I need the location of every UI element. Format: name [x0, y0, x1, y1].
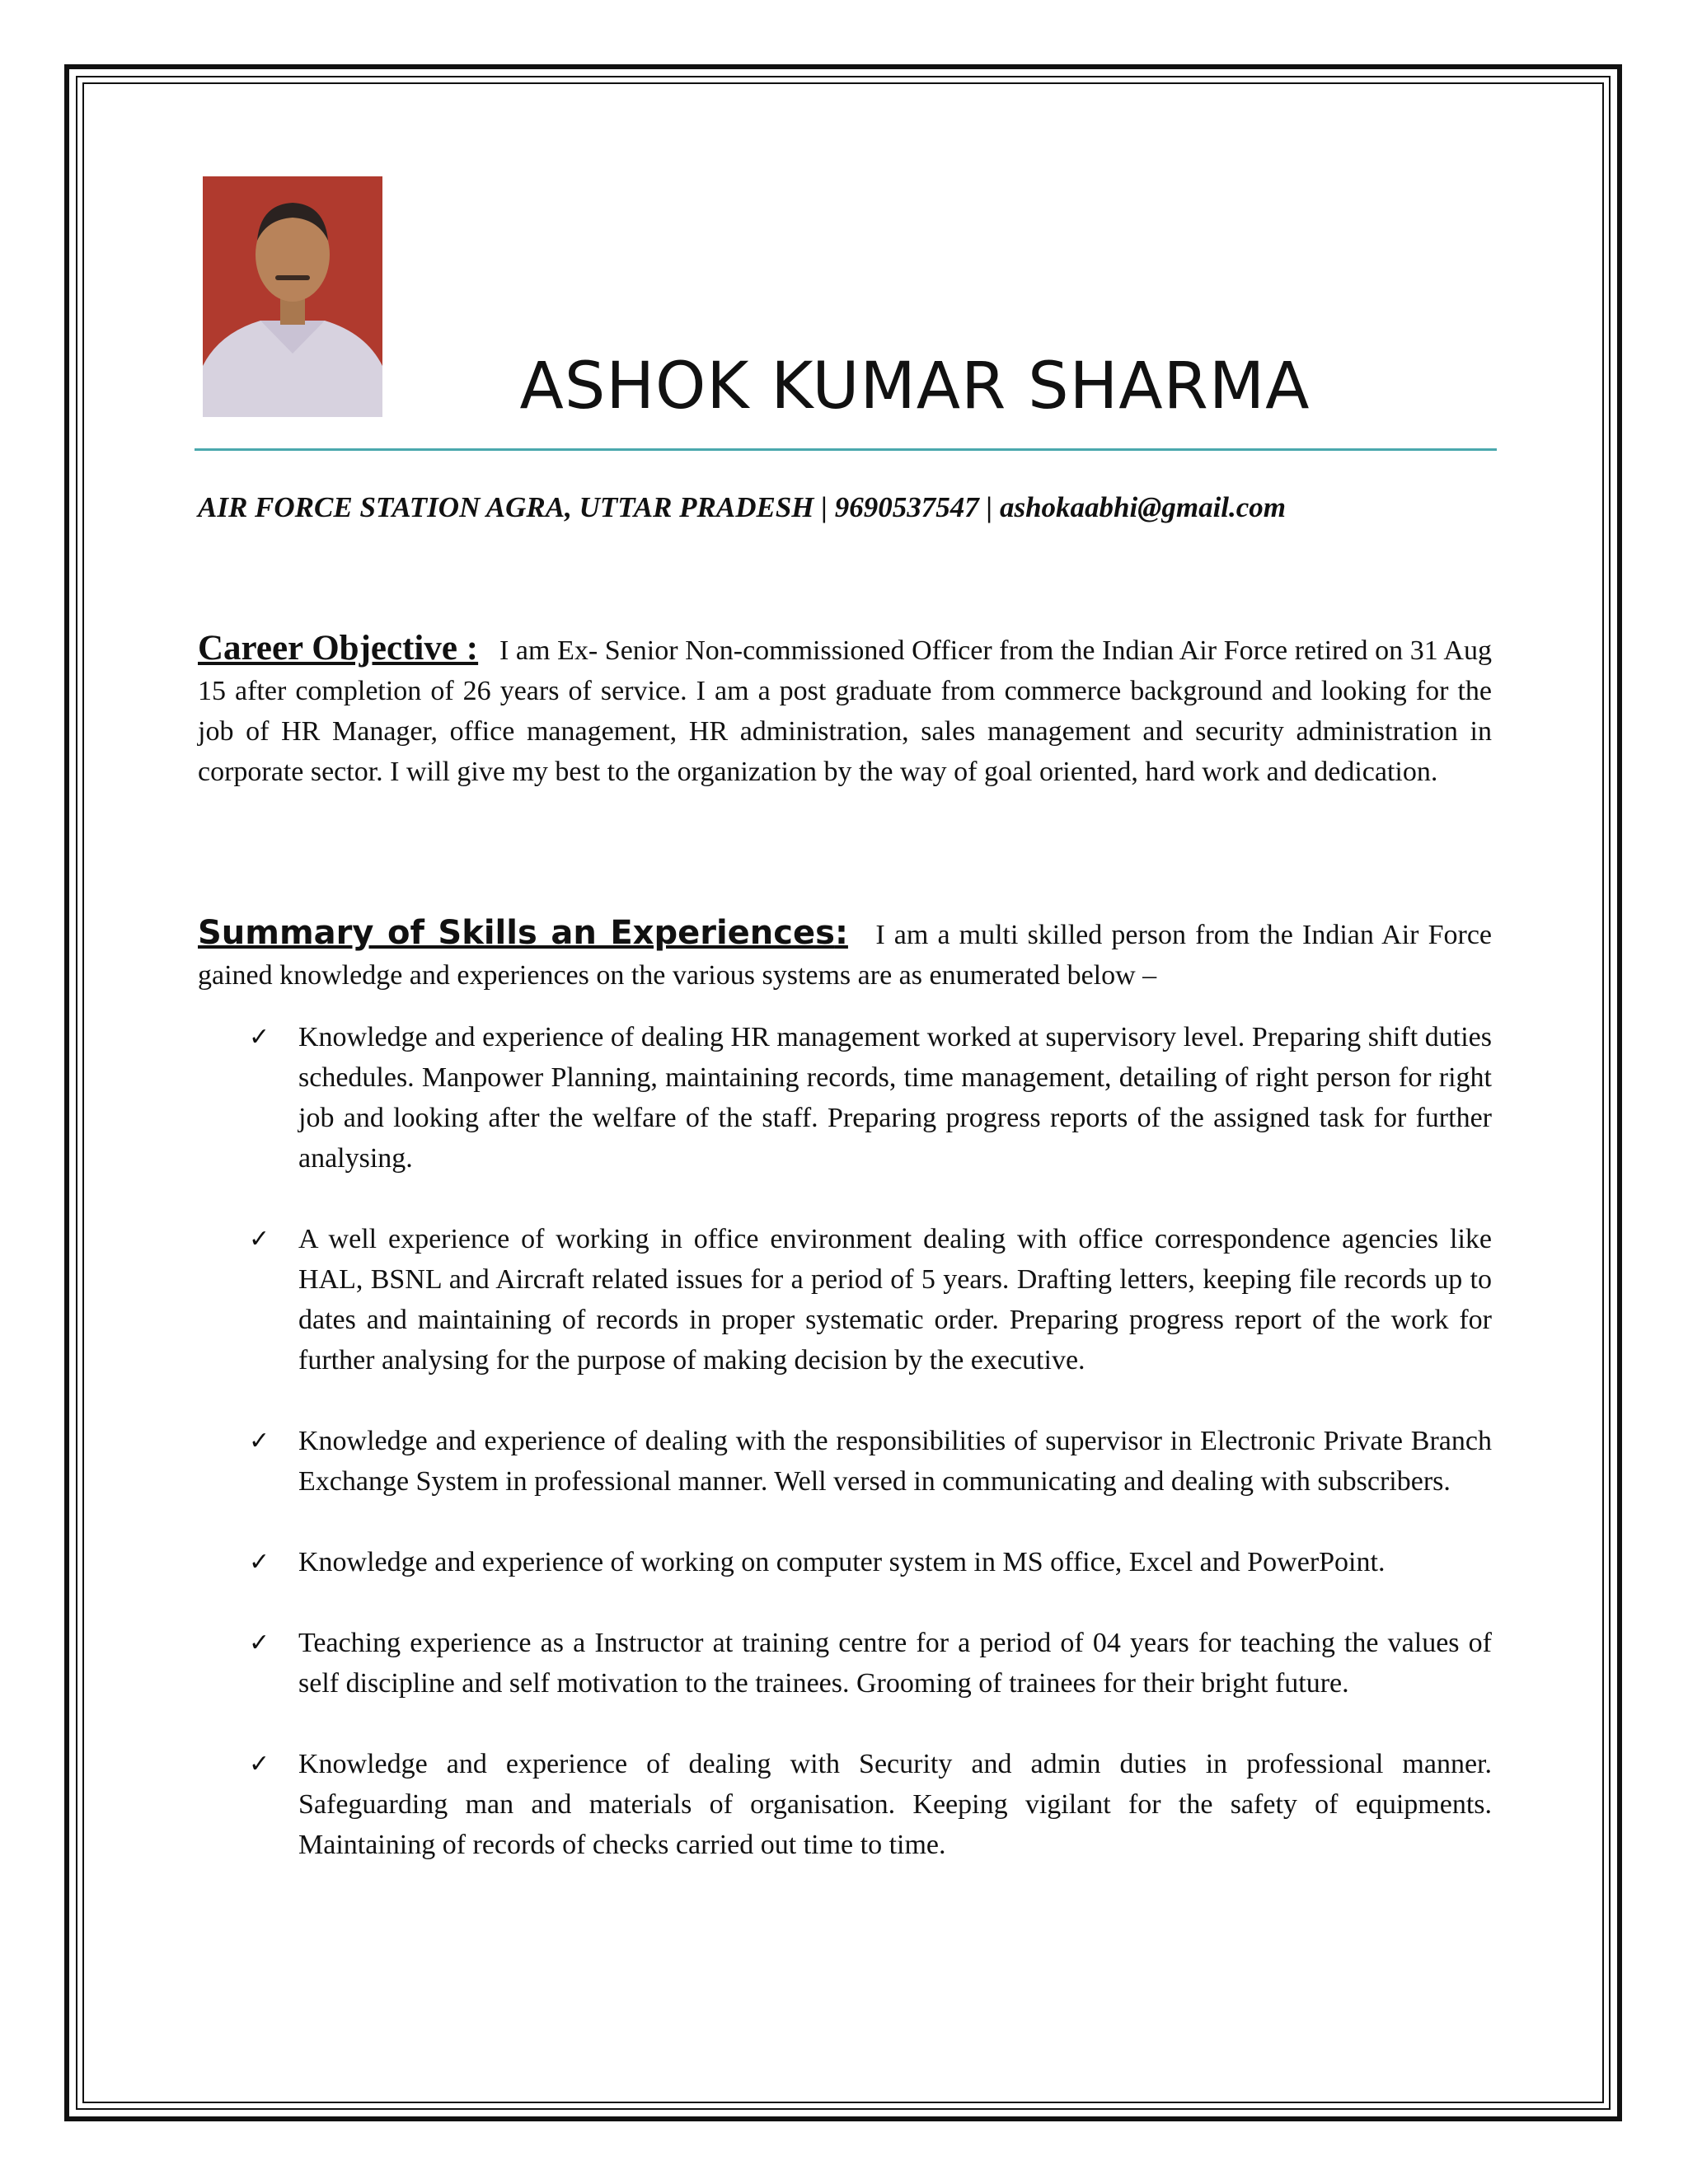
contact-line: AIR FORCE STATION AGRA, UTTAR PRADESH | 9690537547 | ashokaabhi@gmail.com — [198, 491, 1287, 523]
career-objective-heading: Career Objective : — [198, 629, 479, 668]
list-item-text: Knowledge and experience of working on computer system in MS office, Excel and PowerPoint. — [298, 1547, 1386, 1577]
list-item — [198, 1017, 1492, 1179]
list-item — [198, 1219, 1492, 1380]
checkmark-icon: ✓ — [249, 1548, 270, 1577]
summary-intro: I am a multi skilled person from the Indian Air Force gained knowledge and experiences on the various systems are as enumerated below – — [198, 920, 1493, 991]
profile-photo — [203, 176, 382, 417]
list-item-text: Teaching experience as a Instructor at training centre for a period of 04 years for teaching the values of self discipline and self motivation to the trainees. Grooming of trainees for their bright future. — [298, 1628, 1492, 1699]
list-item — [198, 1744, 1492, 1865]
checkmark-icon: ✓ — [249, 1427, 270, 1455]
list-item-text: A well experience of working in office environment dealing with office correspondence agencies like HAL, BSNL and Aircraft related issues for a period of 5 years. Drafting letters, keeping file records up to dates and maintaining of records in proper systematic order. Preparing progress report of the work for further analysing for the purpose of making decision by the executive. — [298, 1224, 1492, 1376]
summary-heading: Summary of Skills an Experiences — [198, 914, 835, 952]
list-item-text: Knowledge and experience of dealing with the responsibilities of supervisor in Electronic Private Branch Exchange System in professional manner. Well versed in communicating and dealing with subscribers. — [298, 1426, 1492, 1497]
checkmark-icon: ✓ — [249, 1023, 270, 1052]
list-item — [198, 1542, 1492, 1582]
checkmark-icon: ✓ — [249, 1750, 270, 1779]
list-item-text: Knowledge and experience of dealing HR management worked at supervisory level. Preparing shift duties schedules. Manpower Planning, maintaining records, time management, detailing of right person for right job and looking after the welfare of the staff. Preparing progress reports of the assigned task for further analysing. — [298, 1022, 1492, 1174]
list-item-text: Knowledge and experience of dealing with Security and admin duties in professional manner. Safeguarding man and materials of organisation. Keeping vigilant for the safety of equipments. Maintaining of records of checks carried out time to time. — [298, 1749, 1492, 1860]
list-item — [198, 1623, 1492, 1704]
header-divider — [195, 448, 1497, 451]
checkmark-icon: ✓ — [249, 1629, 270, 1657]
summary-heading-colon: : — [834, 914, 848, 952]
skills-list — [198, 1017, 1492, 1905]
list-item — [198, 1421, 1492, 1502]
career-objective-section — [198, 628, 1492, 792]
summary-section — [198, 913, 1492, 996]
candidate-name: ASHOK KUMAR SHARMA — [519, 349, 1311, 424]
career-objective-text: I am Ex- Senior Non-commissioned Officer from the Indian Air Force retired on 31 Aug 15 after completion of 26 years of service. I am a post graduate from commerce background and looking for the job of HR Manager, office management, HR administration, sales management and security administration in corporate sector. I will give my best to the organization by the way of goal oriented, hard work and dedication. — [198, 635, 1492, 787]
checkmark-icon: ✓ — [249, 1225, 270, 1254]
